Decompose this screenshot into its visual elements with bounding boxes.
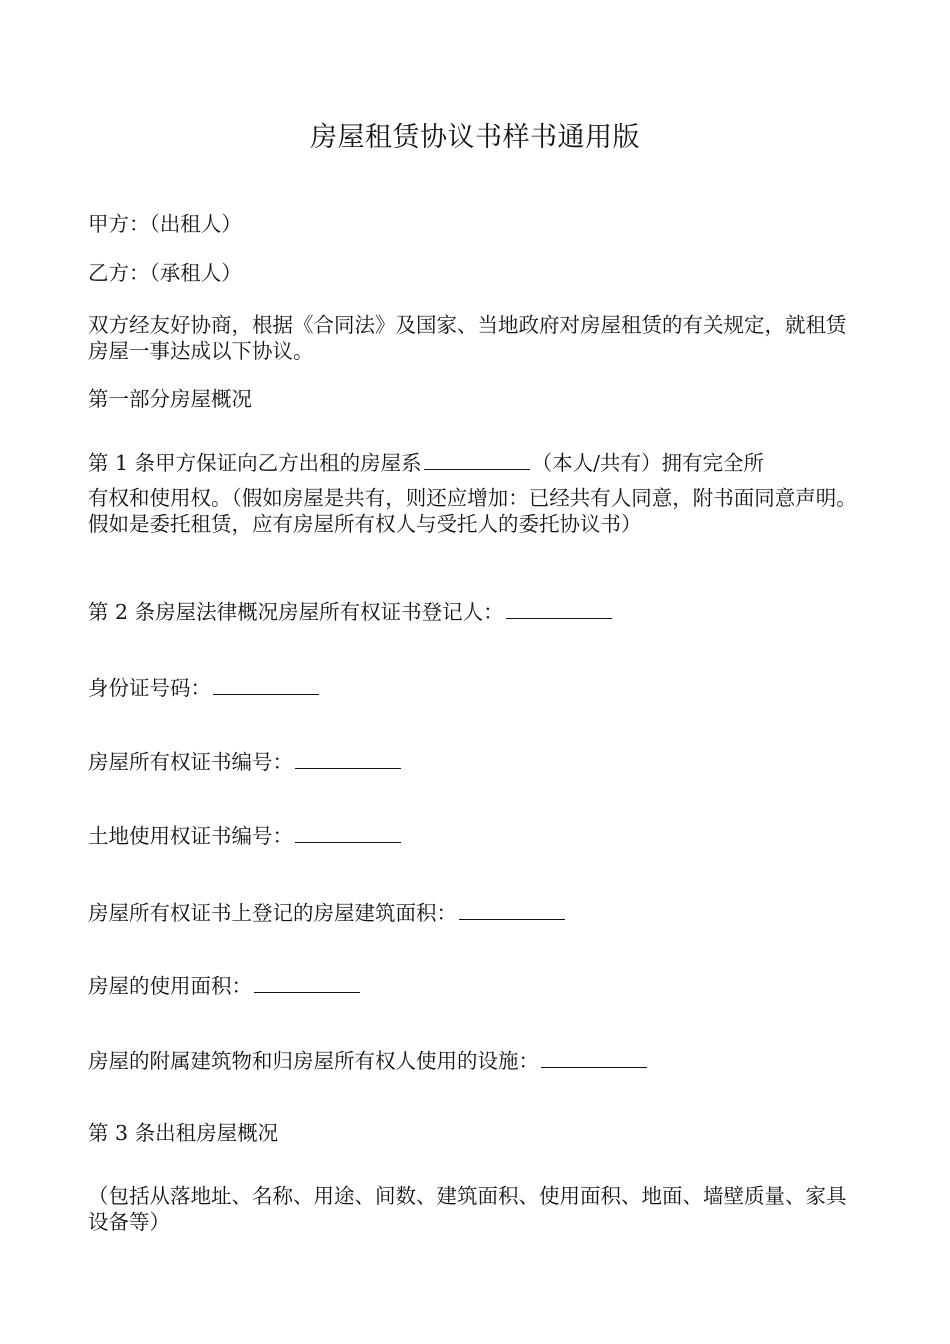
party-b-line: 乙方：（承租人） bbox=[88, 261, 242, 285]
document-title: 房屋租赁协议书样书通用版 bbox=[310, 122, 640, 153]
article1-suffix: （本人/共有）拥有完全所 bbox=[531, 451, 764, 475]
party-a-line: 甲方：（出租人） bbox=[88, 212, 242, 236]
article3-heading: 第 3 条出租房屋概况 bbox=[88, 1121, 279, 1145]
article1-prefix: 第 1 条甲方保证向乙方出租的房屋系 bbox=[88, 451, 422, 475]
building-area-line bbox=[88, 897, 864, 926]
part1-heading: 第一部分房屋概况 bbox=[88, 387, 252, 411]
id-number-blank bbox=[213, 672, 319, 695]
facilities-label: 房屋的附属建筑物和归房屋所有权人使用的设施： bbox=[88, 1049, 539, 1073]
article1-line1 bbox=[88, 447, 864, 476]
usable-area-label: 房屋的使用面积： bbox=[88, 974, 252, 998]
land-cert-line bbox=[88, 820, 864, 849]
article2-line bbox=[88, 596, 864, 625]
property-cert-blank bbox=[295, 746, 401, 769]
land-cert-blank bbox=[295, 820, 401, 843]
article3-detail: （包括从落地址、名称、用途、间数、建筑面积、使用面积、地面、墙壁质量、家具设备等） bbox=[88, 1184, 847, 1234]
usable-area-line bbox=[88, 970, 864, 999]
usable-area-blank bbox=[254, 970, 360, 993]
land-cert-label: 土地使用权证书编号： bbox=[88, 824, 293, 848]
article1-rest: 有权和使用权。（假如房屋是共有，则还应增加：已经共有人同意，附书面同意声明。假如是委托租赁，应有房屋所有权人与受托人的委托协议书） bbox=[88, 486, 857, 536]
article2-text: 第 2 条房屋法律概况房屋所有权证书登记人： bbox=[88, 600, 504, 624]
building-area-blank bbox=[459, 897, 565, 920]
property-cert-label: 房屋所有权证书编号： bbox=[88, 750, 293, 774]
property-cert-line bbox=[88, 746, 864, 775]
intro-paragraph: 双方经友好协商，根据《合同法》及国家、当地政府对房屋租赁的有关规定，就租赁房屋一事达成以下协议。 bbox=[88, 313, 847, 363]
facilities-line bbox=[88, 1045, 864, 1074]
owner-blank bbox=[424, 447, 530, 470]
facilities-blank bbox=[541, 1045, 647, 1068]
registrant-blank bbox=[506, 596, 612, 619]
id-number-line bbox=[88, 672, 864, 701]
building-area-label: 房屋所有权证书上登记的房屋建筑面积： bbox=[88, 901, 457, 925]
id-number-label: 身份证号码： bbox=[88, 676, 211, 700]
